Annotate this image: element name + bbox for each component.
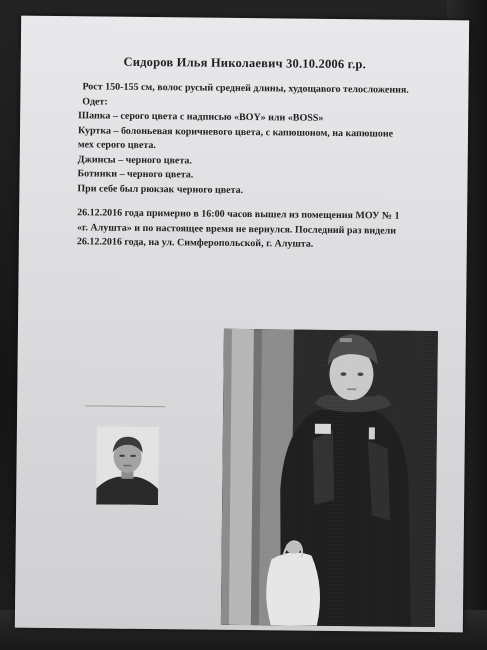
- description-line: Куртка – болоньевая коричневого цвета, с капюшоном, на капюшоне: [77, 124, 394, 140]
- event-block: [77, 206, 447, 253]
- description-line: Шапка – серого цвета с надписью «BOY» или «BOSS»: [78, 110, 324, 124]
- description-block: [77, 80, 448, 200]
- full-body-photo: [221, 329, 438, 627]
- portrait-photo: [96, 426, 159, 505]
- description-line: Джинсы – черного цвета.: [77, 153, 193, 166]
- description-line: При себе был рюкзак черного цвета.: [77, 182, 244, 196]
- event-line: «г. Алушта» и по настоящее время не вернулся. Последний раз видели: [76, 221, 397, 237]
- event-line: 26.12.2016 года, на ул. Симферопольской, г. Алушта.: [76, 236, 314, 250]
- description-line: Ботинки – черного цвета.: [77, 168, 194, 181]
- event-line: 26.12.2016 года примерно в 16:00 часов вышел из помещения МОУ № 1: [77, 207, 400, 222]
- description-line: мех серого цвета.: [77, 139, 156, 152]
- portrait-illustration: [96, 426, 159, 505]
- full-body-illustration: [221, 329, 438, 627]
- description-line: Одет:: [82, 95, 108, 108]
- divider-line: [85, 405, 165, 407]
- poster-title: Сидоров Илья Николаевич 30.10.2006 г.р.: [123, 54, 367, 72]
- description-line: Рост 150-155 см, волос русый средней длины, худощавого телосложения.: [82, 81, 409, 96]
- missing-person-poster: [15, 16, 469, 633]
